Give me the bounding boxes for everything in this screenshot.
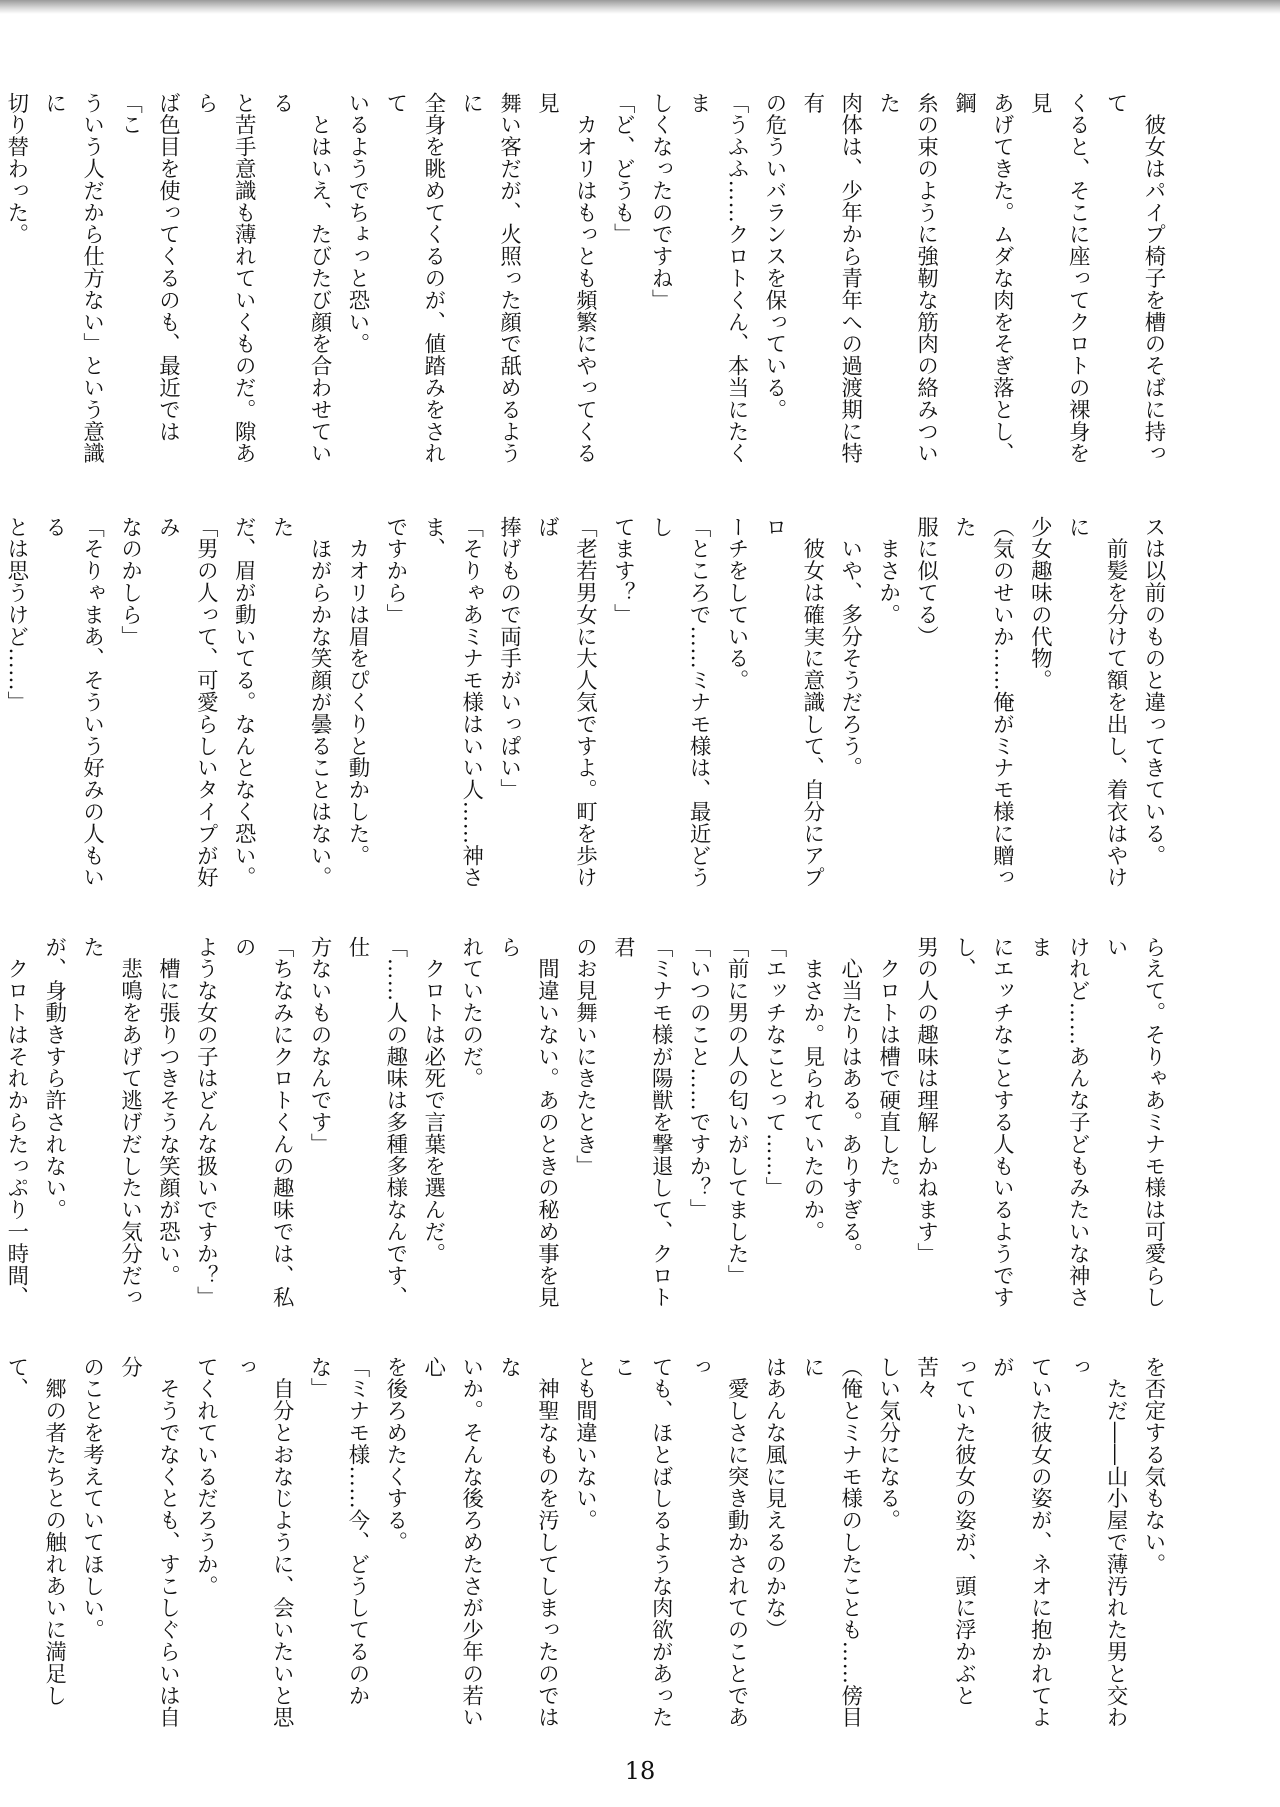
text-line: 「男の人って、可愛らしいタイプが好み [155, 516, 219, 889]
text-line: ういう人だから仕方ない」という意識に [41, 92, 105, 465]
text-line: 悲鳴をあげて逃げだしたい気分だった [79, 936, 143, 1309]
text-line: 「ミナモ様……今、どうしてるのかな」 [307, 1356, 370, 1707]
text-line: そうでなくとも、すこしぐらいは自分 [117, 1356, 181, 1729]
text-line: いや、多分そうだろう。 [837, 516, 863, 779]
text-line: 舞い客だが、火照った顔で舐めるように [458, 92, 522, 465]
text-line: カオリはもっとも頻繁にやってくる見 [534, 92, 598, 465]
text-line: クロトは必死で言葉を選んだ。 [420, 936, 446, 1265]
text-line: 郷の者たちとの触れあいに満足して、 [3, 1356, 67, 1707]
text-tier-3 [3, 936, 1172, 1312]
text-line: とも間違いない。 [572, 1356, 598, 1532]
text-line: 「いつのこと……ですか？」 [686, 936, 712, 1221]
text-line: 「前に男の人の匂いがしてました」 [724, 936, 750, 1287]
text-line: が、身動きすら許されない。 [41, 936, 67, 1221]
text-line: を後ろめたくする。 [382, 1356, 408, 1554]
text-line: ような女の子はどんな扱いですか？」 [193, 936, 219, 1309]
text-line: てくれているだろうか。 [193, 1356, 219, 1597]
text-line: スは以前のものと違ってきている。 [1141, 516, 1166, 867]
text-line: 方ないものなんです」 [307, 936, 333, 1155]
text-line: 捧げもので両手がいっぱい」 [496, 516, 522, 801]
text-line: まさか。 [875, 516, 901, 626]
text-line: てます？」 [610, 516, 636, 626]
text-line: ーチをしている。 [724, 516, 750, 692]
text-line: と苦手意識も薄れていくものだ。隙あら [193, 92, 257, 465]
text-tier-2 [3, 516, 1172, 892]
text-line: れていたのだ。 [458, 936, 484, 1090]
text-line: のお見舞いにきたとき」 [572, 936, 598, 1177]
text-line: いか。そんな後ろめたさが少年の若い心 [420, 1356, 484, 1729]
text-line: を否定する気もない。 [1141, 1356, 1166, 1575]
text-line: ば色目を使ってくるのも、最近では「こ [117, 92, 181, 443]
text-line: 「うふふ……クロトくん、本当にたくま [686, 92, 750, 465]
text-line: とはいえ、たびたび顔を合わせている [269, 92, 333, 465]
text-line: 神聖なものを汚してしまったのではな [496, 1356, 560, 1729]
text-line: 男の人の趣味は理解しかねます」 [913, 936, 939, 1265]
text-line: ただ――山小屋で薄汚れた男と交わっ [1065, 1356, 1129, 1729]
text-line: 糸の束のように強靭な筋肉の絡みついた [875, 92, 939, 465]
text-line: 切り替わった。 [3, 92, 29, 246]
text-line: （気のせいか……俺がミナモ様に贈った [951, 516, 1015, 889]
text-line: 「老若男女に大人気ですよ。町を歩けば [534, 516, 598, 889]
text-line: ていた彼女の姿が、ネオに抱かれてよが [989, 1356, 1053, 1729]
text-line: だ、眉が動いてる。なんとなく恐い。 [231, 516, 257, 889]
text-line: の危ういバランスを保っている。 [761, 92, 787, 421]
text-line: 「ミナモ様が陽獣を撃退して、クロト君 [610, 936, 674, 1309]
text-line: 槽に張りつきそうな笑顔が恐い。 [155, 936, 181, 1287]
text-line: 「……人の趣味は多種多様なんです、仕 [344, 936, 408, 1309]
text-line: 「エッチなことって……」 [761, 936, 787, 1199]
text-line: しくなったのですね」 [648, 92, 674, 311]
text-line: なのかしら」 [117, 516, 143, 648]
text-line: 心当たりはある。ありすぎる。 [837, 936, 863, 1265]
text-line: 「ところで……ミナモ様は、最近どうし [648, 516, 712, 889]
text-line: にエッチなことする人もいるようですし、 [951, 936, 1015, 1309]
text-line: はあんな風に見えるのかな） [761, 1356, 787, 1641]
text-line: 愛しさに突き動かされてのことであっ [686, 1356, 750, 1729]
text-line: くると、そこに座ってクロトの裸身を見 [1027, 92, 1091, 465]
text-line: いるようでちょっと恐い。 [344, 92, 370, 355]
text-line: （俺とミナモ様のしたことも……傍目に [799, 1356, 863, 1729]
text-line: 「ど、どうも」 [610, 92, 636, 246]
text-line: 肉体は、少年から青年への過渡期に特有 [799, 92, 863, 465]
text-line: 少女趣味の代物。 [1027, 516, 1053, 692]
text-line: らえて。そりゃあミナモ様は可愛らしい [1103, 936, 1166, 1309]
text-line: クロトはそれからたっぷり一時間、 [3, 957, 29, 1309]
text-line: 「ちなみにクロトくんの趣味では、私の [231, 936, 295, 1309]
text-tier-4 [3, 1356, 1172, 1732]
text-line: カオリは眉をぴくりと動かした。 [344, 516, 370, 867]
text-line: あげてきた。ムダな肉をそぎ落とし、鋼 [951, 92, 1015, 465]
text-line: とは思うけど……」 [3, 516, 29, 714]
text-line: ですから」 [382, 516, 408, 626]
text-line: 全身を眺めてくるのが、値踏みをされて [382, 92, 446, 465]
text-line: ても、ほとばしるような肉欲があったこ [610, 1356, 674, 1729]
text-line: のことを考えていてほしい。 [79, 1356, 105, 1641]
text-line: クロトは槽で硬直した。 [875, 936, 901, 1199]
text-line: けれど……あんな子どもみたいな神さま [1027, 936, 1091, 1309]
page-number: 18 [624, 1757, 656, 1785]
text-line: まさか。見られていたのか。 [799, 936, 825, 1243]
text-line: 「そりゃまあ、そういう好みの人もいる [41, 516, 105, 889]
text-line: 「そりゃあミナモ様はいい人……神さま、 [420, 516, 484, 889]
text-line: っていた彼女の姿が、頭に浮かぶと苦々 [913, 1356, 977, 1707]
text-line: 彼女は確実に意識して、自分にアプロ [761, 516, 825, 889]
text-line: 前髪を分けて額を出し、着衣はやけに [1065, 516, 1129, 889]
text-tier-1 [3, 92, 1172, 468]
text-line: 彼女はパイプ椅子を槽のそばに持って [1103, 92, 1166, 465]
text-line: 自分とおなじように、会いたいと思っ [231, 1356, 295, 1729]
text-line: 間違いない。あのときの秘め事を見ら [496, 936, 560, 1309]
text-line: ほがらかな笑顔が曇ることはない。た [269, 516, 333, 889]
text-line: しい気分になる。 [875, 1356, 901, 1532]
text-line: 服に似てる） [913, 516, 939, 648]
